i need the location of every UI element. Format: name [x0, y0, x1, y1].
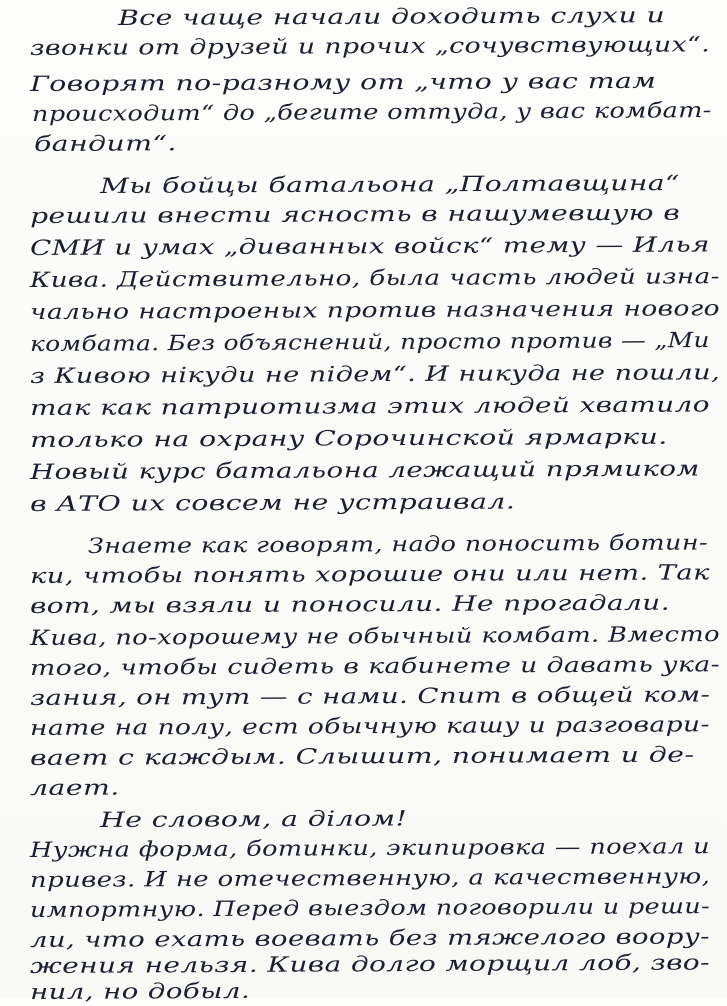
letter-line-12: з Кивою нікуди не підем“. И никуда не пошли,	[29, 360, 721, 388]
letter-line-5: бандит“.	[33, 131, 177, 156]
letter-line-26: Не словом, а ділом!	[99, 806, 408, 832]
letter-line-20: Кива, по-хорошему не обычный комбат. Вместо	[29, 622, 721, 650]
letter-line-22: зания, он тут — с нами. Спит в общей ком-	[29, 682, 711, 710]
letter-line-18: ки, чтобы понять хорошие они или нет. Так	[29, 560, 710, 588]
letter-line-30: ли, что ехать воевать без тяжелого вoору-	[29, 924, 710, 952]
letter-line-7: решили внести ясность в нашумевшую в	[29, 200, 681, 228]
letter-line-4: происходит“ до „бегите оттуда, у вас комбат-	[31, 98, 712, 126]
letter-line-14: только на охрану Сорочинской ярмарки.	[29, 424, 668, 452]
letter-line-29: импортную. Перед выездом поговорили и реши-	[29, 894, 711, 922]
letter-line-16: в АТО их совсем не устраивал.	[29, 489, 516, 516]
letter-line-1: Все чаще начали доходить слухи и	[117, 3, 666, 30]
letter-line-6: Мы бойцы батальона „Полтавщина“	[99, 170, 680, 198]
letter-line-2: звонки от друзей и прочих „сочувствующих“.	[29, 32, 711, 60]
letter-line-17: Знаете как говорят, надо поносить ботин-	[87, 530, 709, 558]
letter-line-25: лает.	[29, 775, 120, 800]
letter-line-27: Нужна форма, ботинки, экипировка — поехал и	[29, 834, 711, 862]
letter-line-28: привез. И не отечественную, а качественную,	[29, 864, 711, 892]
letter-line-15: Новый курс батальона лежащий прямиком	[29, 456, 700, 484]
letter-line-9: Кива. Действительно, была часть людей изна-	[29, 264, 720, 292]
letter-line-3: Говорят по-разному от „что у вас там	[29, 68, 657, 96]
letter-line-23: нате на полу, ест обычную кашу и разговари-	[29, 712, 710, 740]
letter-line-19: вот, мы взяли и поносили. Не прогадали.	[29, 590, 671, 618]
letter-line-21: того, чтобы сидеть в кабинете и давать ука-	[29, 652, 721, 680]
letter-line-24: вает с каждым. Слышит, понимает и де-	[29, 742, 695, 770]
letter-line-11: комбата. Без объяснений, просто против — „Ми	[29, 327, 710, 356]
letter-line-32: нил, но добыл.	[29, 978, 251, 1004]
letter-line-8: СМИ и умах „диванных войск“ тему — Илья	[29, 232, 710, 260]
letter-line-10: чально настроеных против назначения нового	[29, 296, 721, 324]
letter-line-13: так как патриотизма этих людей хватило	[29, 392, 710, 420]
letter-line-31: жения нельзя. Кива долго морщил лоб, зво-	[29, 950, 711, 978]
